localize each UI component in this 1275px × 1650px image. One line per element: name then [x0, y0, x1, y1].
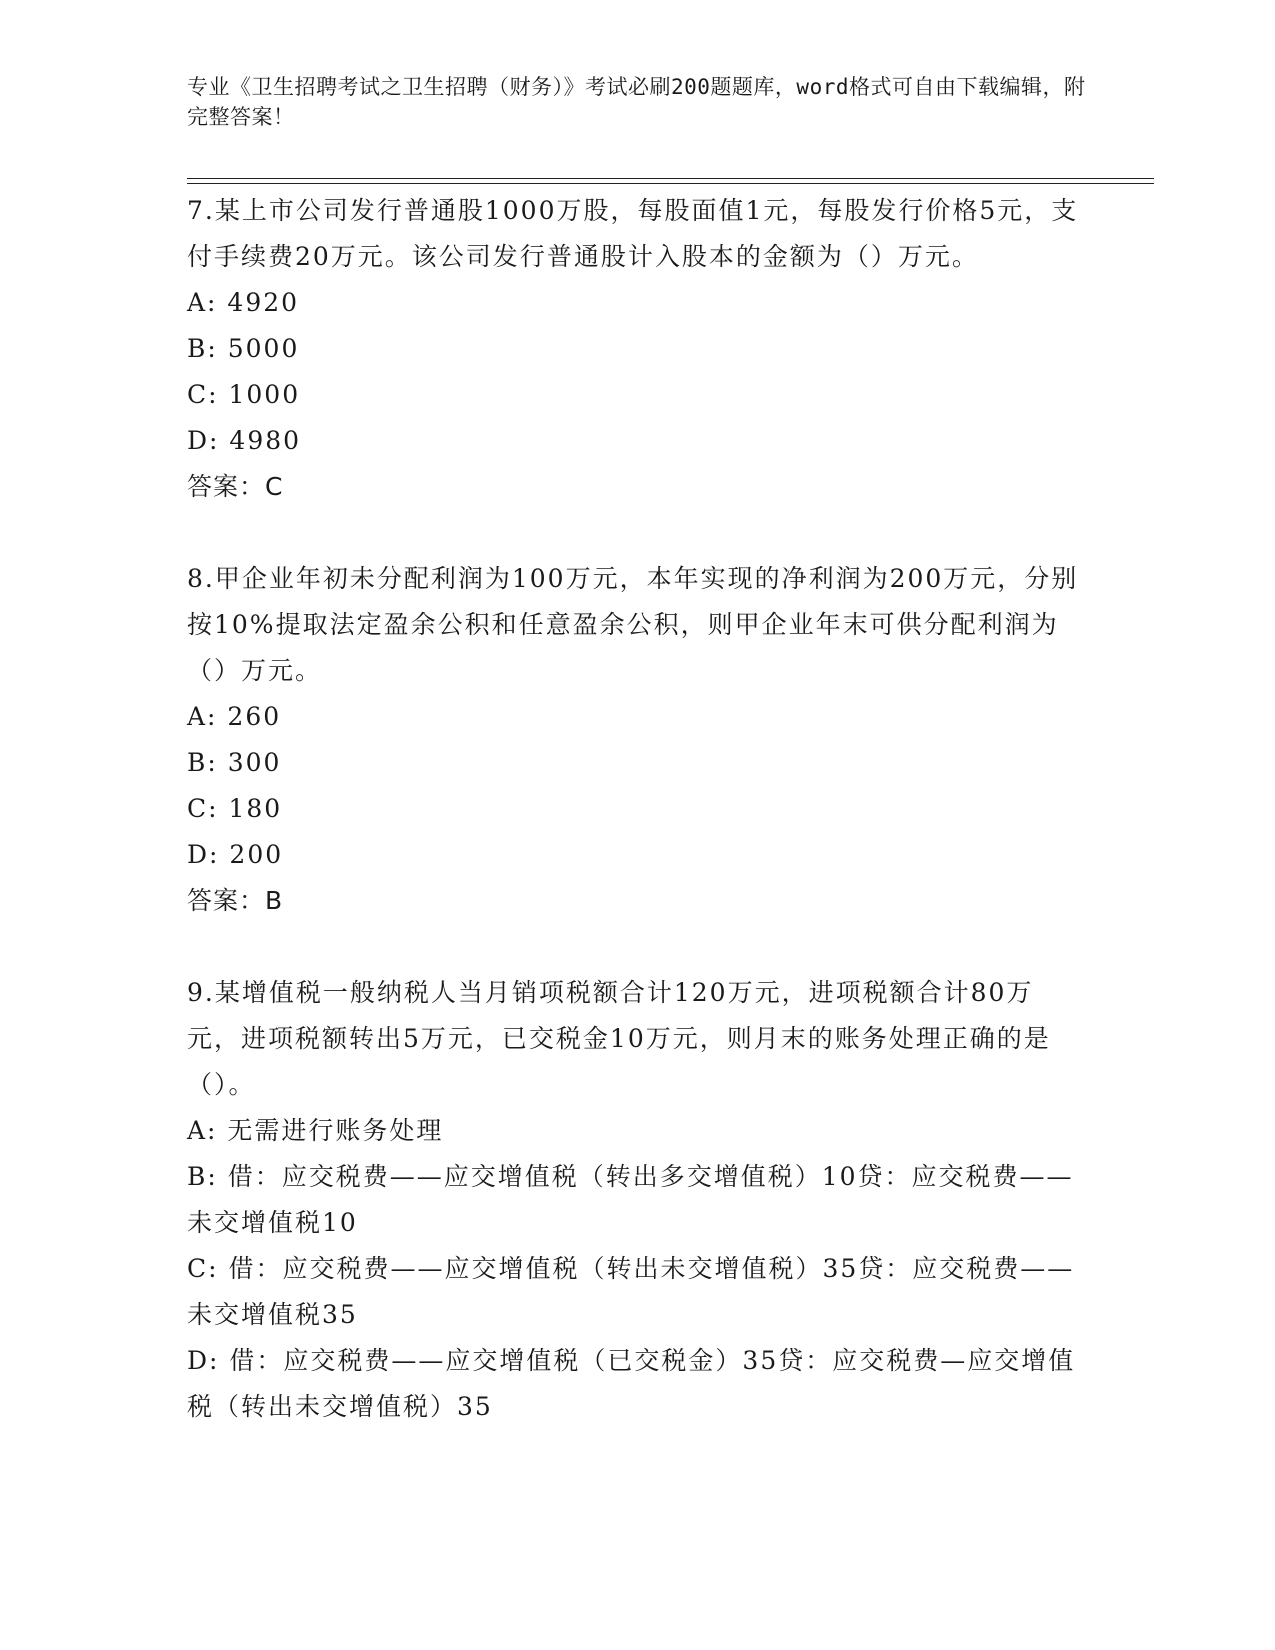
answer-label: 答案：C [187, 472, 284, 501]
option-b: B: 300 [187, 748, 282, 777]
document-header: 专业《卫生招聘考试之卫生招聘（财务）》考试必刷200题题库，word格式可自由下载编辑，附完整答案！ [187, 75, 1086, 129]
question-item-7 [187, 188, 1087, 510]
question-item-8 [187, 556, 1087, 924]
option-b: B: 借：应交税费——应交增值税（转出多交增值税）10贷：应交税费——未交增值税10 [187, 1162, 1074, 1237]
option-d: D: 4980 [187, 426, 302, 455]
header-divider-bottom [187, 183, 1154, 184]
option-d: D: 借：应交税费——应交增值税（已交税金）35贷：应交税费—应交增值税（转出未交增值税）35 [187, 1346, 1076, 1421]
header-divider-top [187, 178, 1154, 179]
question-text: 7.某上市公司发行普通股1000万股，每股面值1元，每股发行价格5元，支付手续费20万元。该公司发行普通股计入股本的金额为（）万元。 [187, 196, 1079, 271]
option-a: A: 260 [187, 702, 282, 731]
question-list [187, 188, 1087, 1430]
question-text: 9.某增值税一般纳税人当月销项税额合计120万元，进项税额合计80万元，进项税额转出5万元，已交税金10万元，则月末的账务处理正确的是（）。 [187, 978, 1051, 1099]
answer-label: 答案：B [187, 886, 284, 915]
option-a: A: 无需进行账务处理 [187, 1116, 444, 1145]
question-text: 8.甲企业年初未分配利润为100万元，本年实现的净利润为200万元，分别按10%提取法定盈余公积和任意盈余公积，则甲企业年末可供分配利润为（）万元。 [187, 564, 1079, 685]
option-d: D: 200 [187, 840, 284, 869]
option-b: B: 5000 [187, 334, 300, 363]
option-c: C: 180 [187, 794, 283, 823]
option-a: A: 4920 [187, 288, 300, 317]
option-c: C: 借：应交税费——应交增值税（转出未交增值税）35贷：应交税费——未交增值税35 [187, 1254, 1075, 1329]
question-item-9 [187, 970, 1087, 1430]
option-c: C: 1000 [187, 380, 301, 409]
